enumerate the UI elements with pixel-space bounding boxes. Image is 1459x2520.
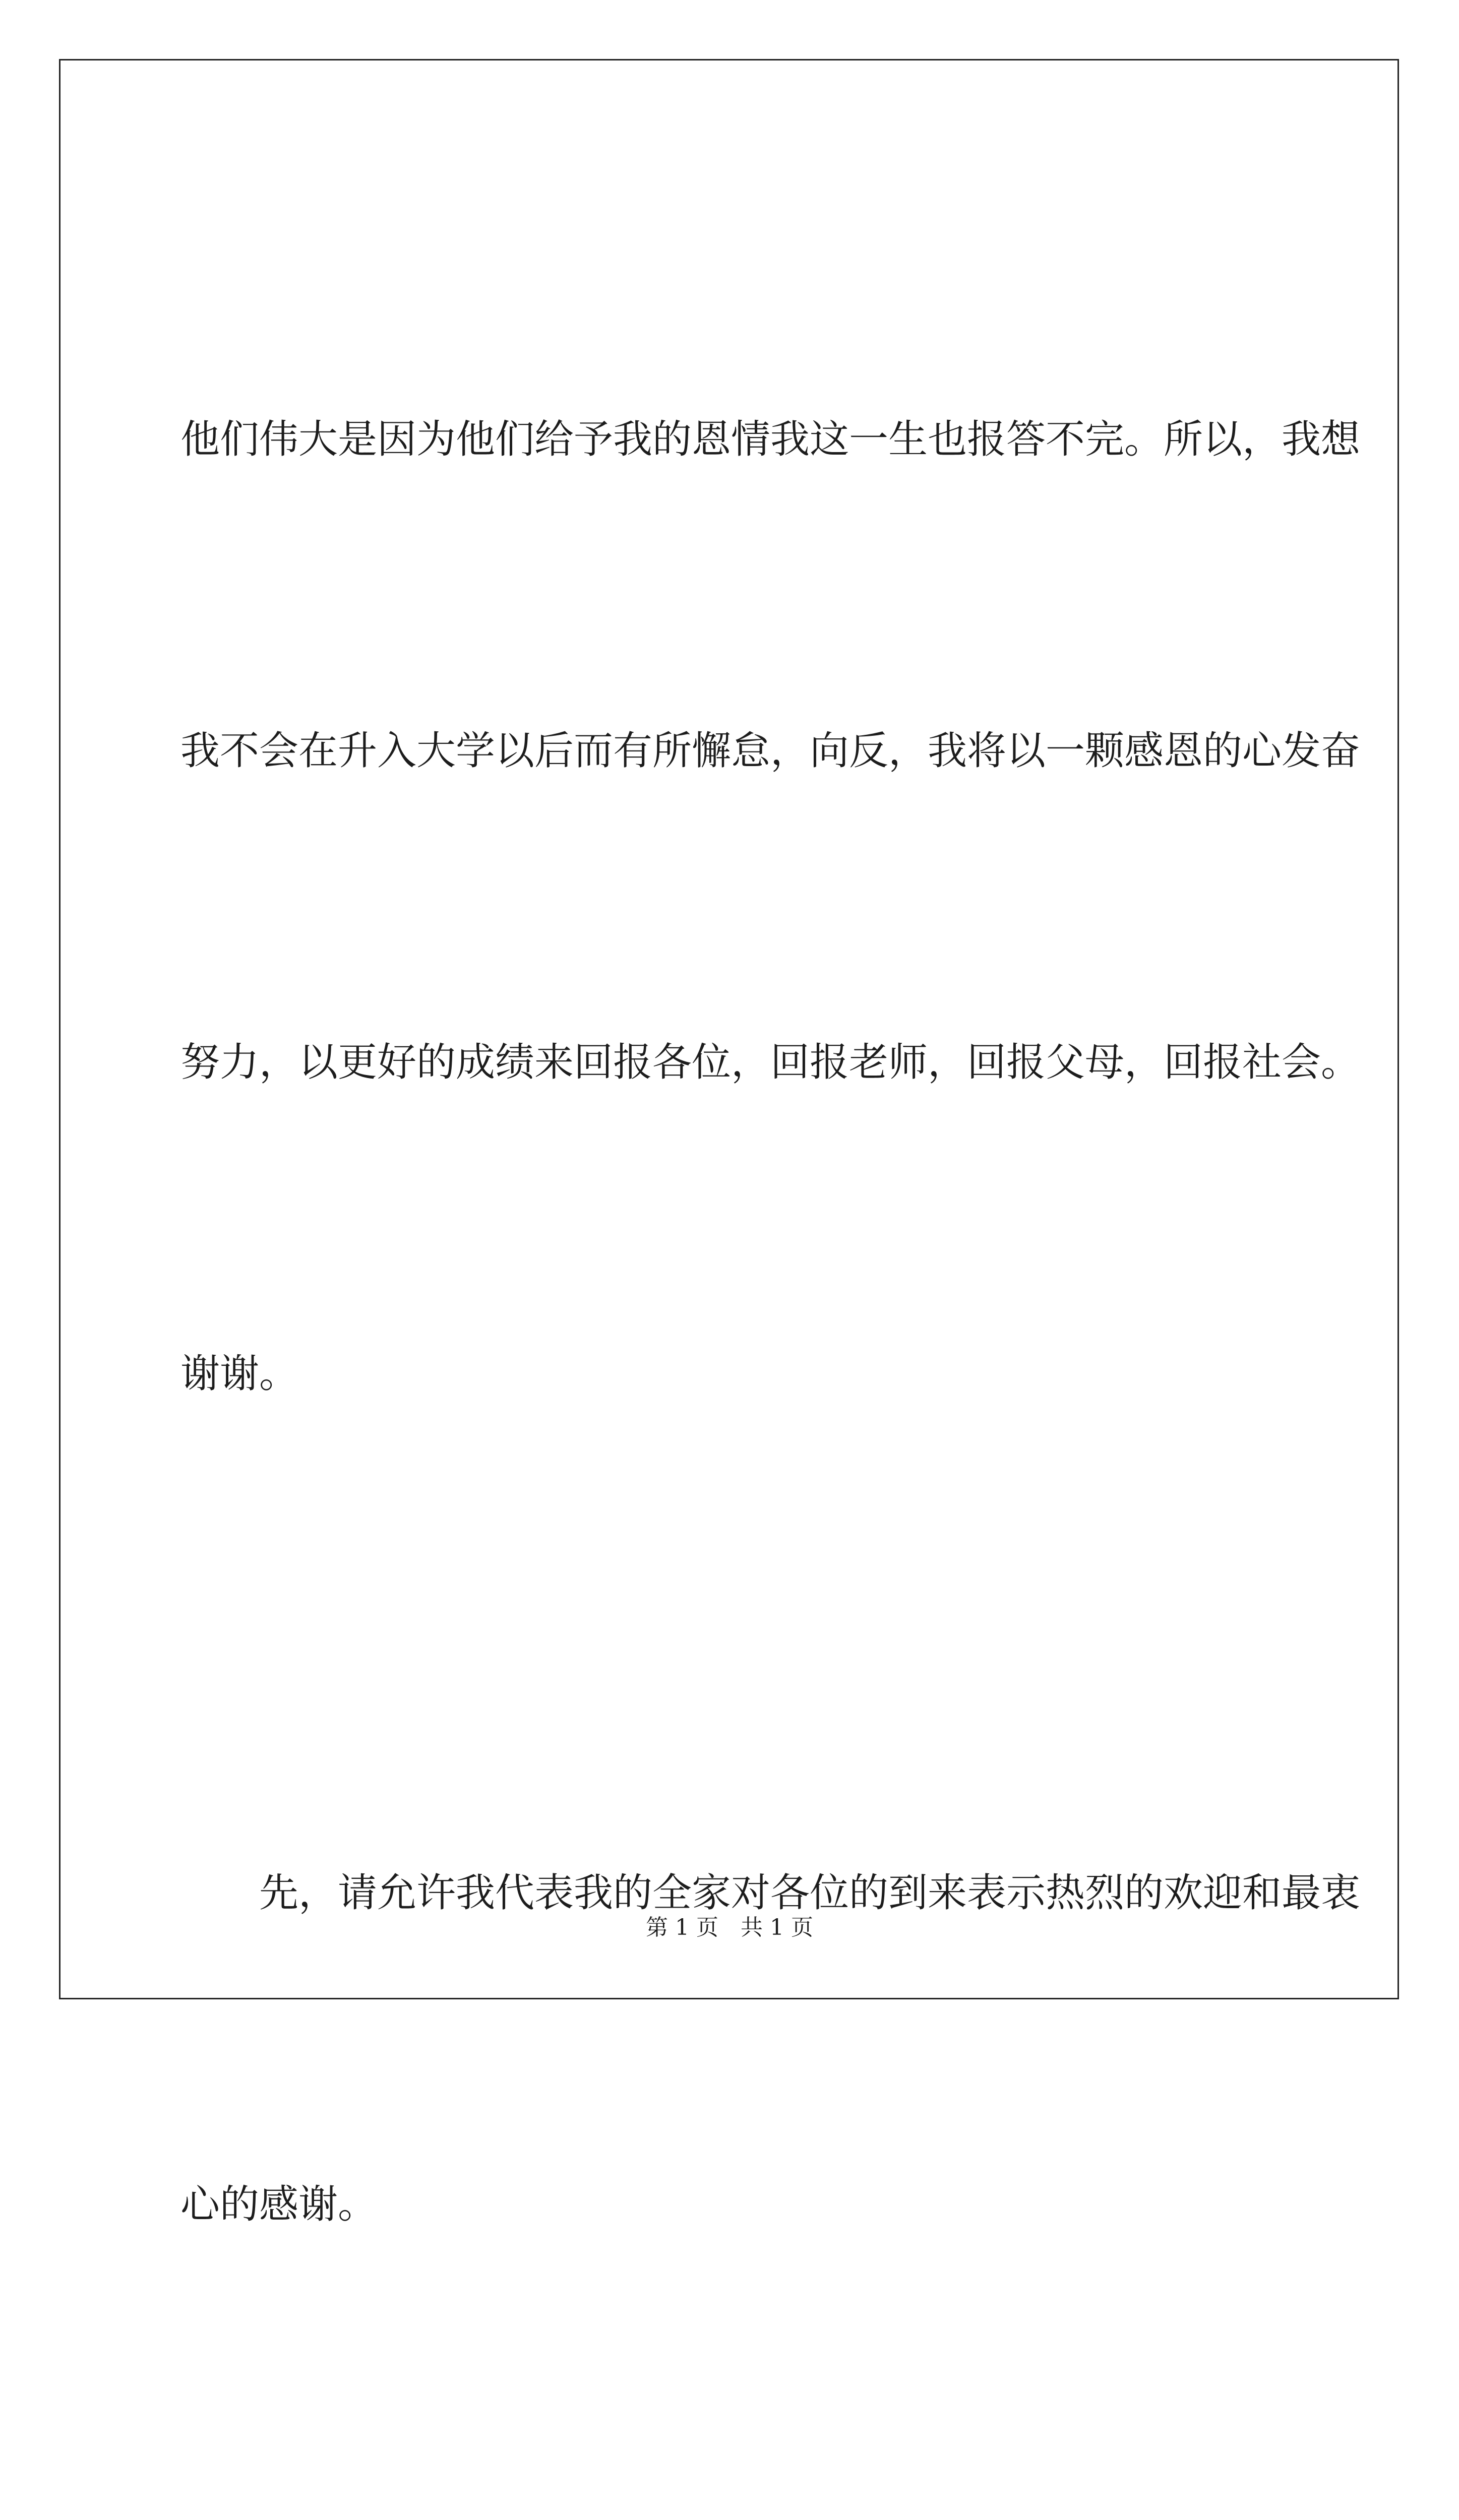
page-number-footer: 第 1 页 共 1 页: [646, 1915, 813, 1940]
text-line: 心的感谢。: [180, 2182, 378, 2227]
text-line: 谢谢。: [180, 1351, 299, 1397]
text-line: 先，请允许我代表我的全家对各位的到来表示热烈的欢迎和最衷: [259, 1870, 1361, 1916]
paragraph-3: [180, 2464, 1290, 2520]
paragraph-1: [180, 180, 1361, 1633]
paragraph-2: [180, 1633, 1361, 2464]
text-line: 努力，以更好的成绩来回报各位，回报老师，回报父母，回报社会。: [180, 1040, 1361, 1085]
document-body: [180, 180, 1361, 2520]
text-line: 我不会在升入大学以后而有所懈怠，向反，我将以一颗感恩的心发奋: [180, 728, 1361, 774]
text-line: 他们伟大是因为他们给予我的恩情我这一生也报答不完。所以，我想: [180, 417, 1361, 462]
